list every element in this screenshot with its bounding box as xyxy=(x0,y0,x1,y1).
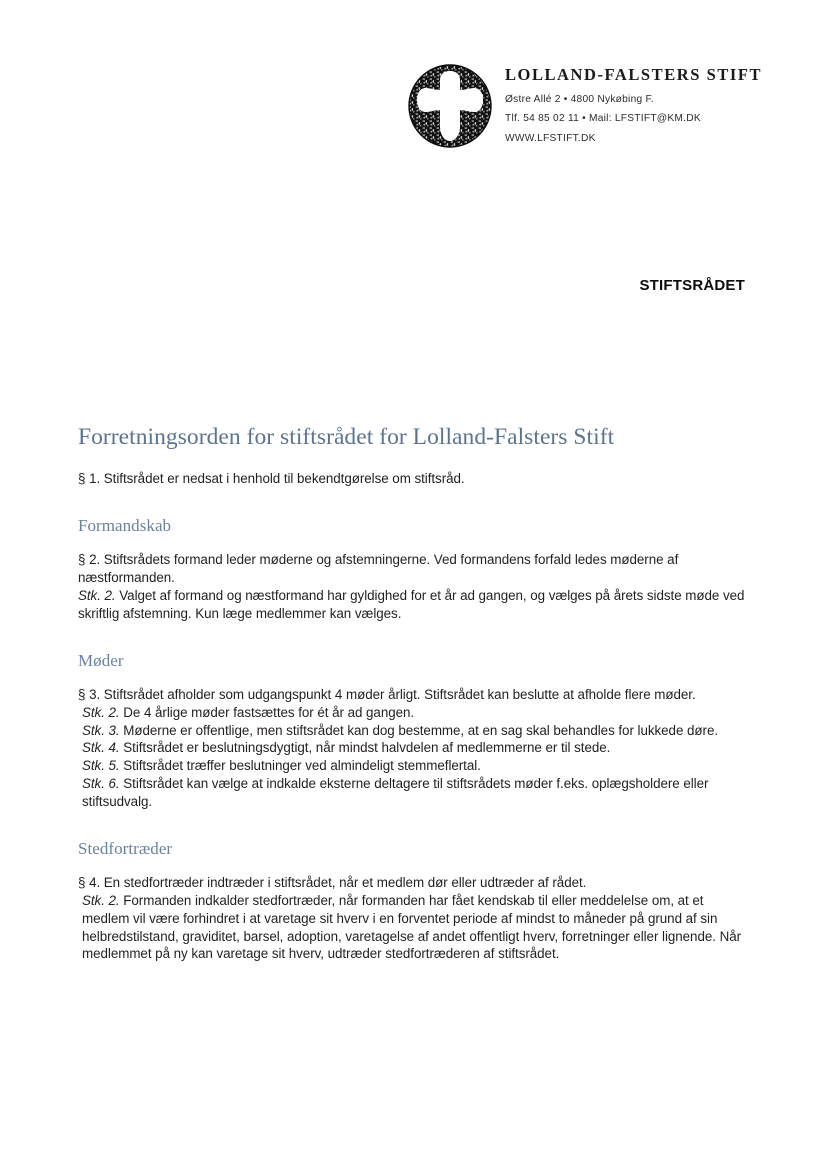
stk-label: Stk. 2. xyxy=(78,587,116,603)
section-heading-formandskab: Formandskab xyxy=(78,515,172,535)
department-label: STIFTSRÅDET xyxy=(639,277,745,294)
paragraph xyxy=(78,757,745,775)
paragraph xyxy=(78,686,745,704)
stk-label: Stk. 6. xyxy=(82,776,120,792)
circular-cross-emblem-icon xyxy=(408,64,492,148)
paragraph xyxy=(78,722,745,740)
paragraph-text: Formanden indkalder stedfortræder, når formanden har fået kendskab til eller meddelelse om, at et medlem vil være forhindret i at varetage sit hverv i en forventet periode af mindst to måneder på grund af sin helbredstilstand, graviditet, barsel, adoption, varetagelse af andet offentligt hverv, forretninger eller lignende. Når medlemmet på ny kan varetage sit hverv, udtræder stedfortræderen af stiftsrådet. xyxy=(82,892,742,962)
paragraph xyxy=(78,874,745,892)
intro-paragraph: § 1. Stiftsrådet er nedsat i henhold til bekendtgørelse om stiftsråd. xyxy=(78,471,465,487)
stk-label: Stk. 3. xyxy=(82,722,120,738)
stk-label: Stk. 2. xyxy=(82,704,120,720)
paragraph xyxy=(78,775,745,811)
letterhead xyxy=(408,62,763,148)
page-title: Forretningsorden for stiftsrådet for Lolland-Falsters Stift xyxy=(78,424,615,450)
paragraph-text: Stiftsrådet kan vælge at indkalde eksterne deltagere til stiftsrådets møder f.eks. oplægsholdere eller stiftsudvalg. xyxy=(82,776,709,809)
paragraph-text: Stiftsrådet er beslutningsdygtigt, når mindst halvdelen af medlemmerne er til stede. xyxy=(119,740,611,756)
phone-mail-line: Tlf. 54 85 02 11 • Mail: LFSTIFT@KM.DK xyxy=(505,113,701,125)
paragraph xyxy=(78,739,745,757)
stk-label: Stk. 4. xyxy=(82,740,120,756)
letterhead-text-block xyxy=(505,62,762,144)
paragraph-text: Stiftsrådet træffer beslutninger ved almindeligt stemmeflertal. xyxy=(119,758,481,774)
section-heading-stedfortraeder: Stedfortræder xyxy=(78,838,173,858)
stk-label: Stk. 2. xyxy=(82,892,120,908)
paragraph xyxy=(78,892,745,963)
paragraph-text: De 4 årlige møder fastsættes for ét år ad gangen. xyxy=(119,704,415,720)
stk-label: Stk. 5. xyxy=(82,758,120,774)
paragraph xyxy=(78,704,745,722)
website-line: WWW.LFSTIFT.DK xyxy=(505,132,596,144)
document-body xyxy=(78,424,745,963)
paragraph-text: Møderne er offentlige, men stiftsrådet kan dog bestemme, at en sag skal behandles for lukkede døre. xyxy=(119,722,719,738)
paragraph xyxy=(78,587,745,623)
address-line: Østre Allé 2 • 4800 Nykøbing F. xyxy=(505,94,654,106)
organization-wordmark: LOLLAND-FALSTERS STIFT xyxy=(505,65,763,84)
paragraph-text: Valget af formand og næstformand har gyldighed for et år ad gangen, og vælges på årets sidste møde ved skriftlig afstemning. Kun læge medlemmer kan vælges. xyxy=(78,587,745,621)
section-heading-moeder: Møder xyxy=(78,650,124,670)
paragraph-text: § 3. Stiftsrådet afholder som udgangspunkt 4 møder årligt. Stiftsrådet kan beslutte at afholde flere møder. xyxy=(78,686,696,702)
paragraph-text: § 2. Stiftsrådets formand leder møderne og afstemningerne. Ved formandens forfald ledes møderne af næstformanden. xyxy=(78,552,679,586)
paragraph xyxy=(78,551,745,587)
paragraph-text: § 4. En stedfortræder indtræder i stiftsrådet, når et medlem dør eller udtræder af rådet. xyxy=(78,875,587,891)
